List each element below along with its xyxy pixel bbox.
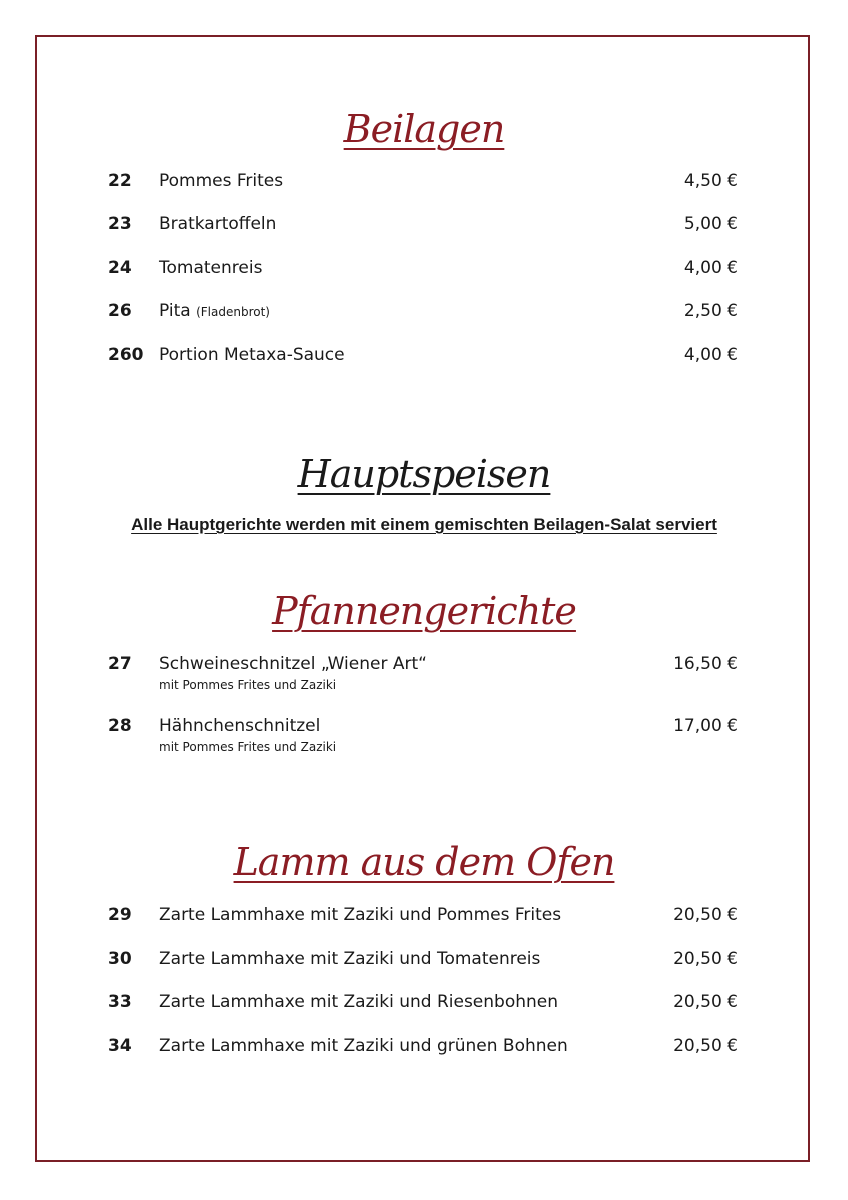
item-price: 5,00 € — [683, 214, 738, 234]
item-name: Hähnchenschnitzel — [159, 716, 321, 736]
item-description: mit Pommes Frites und Zaziki — [159, 740, 337, 754]
section-title-lamm: Lamm aus dem Ofen — [233, 840, 615, 884]
item-number: 22 — [108, 171, 132, 191]
item-name: Zarte Lammhaxe mit Zaziki und Riesenbohnen — [159, 992, 559, 1012]
menu-item — [0, 1036, 848, 1066]
menu-item — [0, 214, 848, 244]
item-number: 30 — [108, 949, 132, 969]
item-description: mit Pommes Frites und Zaziki — [159, 678, 337, 692]
item-name: Zarte Lammhaxe mit Zaziki und Tomatenreis — [159, 949, 541, 969]
item-name: Zarte Lammhaxe mit Zaziki und Pommes Frites — [159, 905, 562, 925]
item-price: 2,50 € — [683, 301, 738, 321]
item-name: Pita — [159, 301, 191, 321]
item-number: 29 — [108, 905, 132, 925]
menu-item — [0, 905, 848, 935]
item-number: 260 — [108, 345, 144, 365]
section-title-hauptspeisen: Hauptspeisen — [297, 452, 551, 496]
item-name: Schweineschnitzel „Wiener Art“ — [159, 654, 427, 674]
item-number: 33 — [108, 992, 132, 1012]
item-number: 26 — [108, 301, 132, 321]
item-price: 4,00 € — [683, 345, 738, 365]
item-number: 23 — [108, 214, 132, 234]
menu-item — [0, 716, 848, 760]
item-price: 4,00 € — [683, 258, 738, 278]
menu-item — [0, 301, 848, 331]
item-price: 20,50 € — [673, 949, 738, 969]
item-number: 27 — [108, 654, 132, 674]
menu-item — [0, 258, 848, 288]
menu-item — [0, 345, 848, 375]
menu-item — [0, 949, 848, 979]
menu-item — [0, 171, 848, 201]
item-name-with-note — [159, 301, 270, 321]
section-title-pfannengerichte: Pfannengerichte — [272, 589, 576, 633]
item-price: 20,50 € — [673, 1036, 738, 1056]
item-name: Zarte Lammhaxe mit Zaziki und grünen Bohnen — [159, 1036, 568, 1056]
item-number: 28 — [108, 716, 132, 736]
hauptspeisen-notice: Alle Hauptgerichte werden mit einem gemischten Beilagen-Salat serviert — [131, 515, 717, 534]
item-number: 24 — [108, 258, 132, 278]
section-title-beilagen: Beilagen — [343, 107, 505, 151]
item-price: 16,50 € — [673, 654, 738, 674]
item-name: Pommes Frites — [159, 171, 284, 191]
item-price: 4,50 € — [683, 171, 738, 191]
menu-item — [0, 654, 848, 698]
item-name: Bratkartoffeln — [159, 214, 277, 234]
item-name: Portion Metaxa-Sauce — [159, 345, 345, 365]
item-price: 20,50 € — [673, 992, 738, 1012]
item-price: 17,00 € — [673, 716, 738, 736]
menu-item — [0, 992, 848, 1022]
item-number: 34 — [108, 1036, 132, 1056]
item-note: (Fladenbrot) — [196, 305, 270, 319]
item-price: 20,50 € — [673, 905, 738, 925]
item-name: Tomatenreis — [159, 258, 263, 278]
